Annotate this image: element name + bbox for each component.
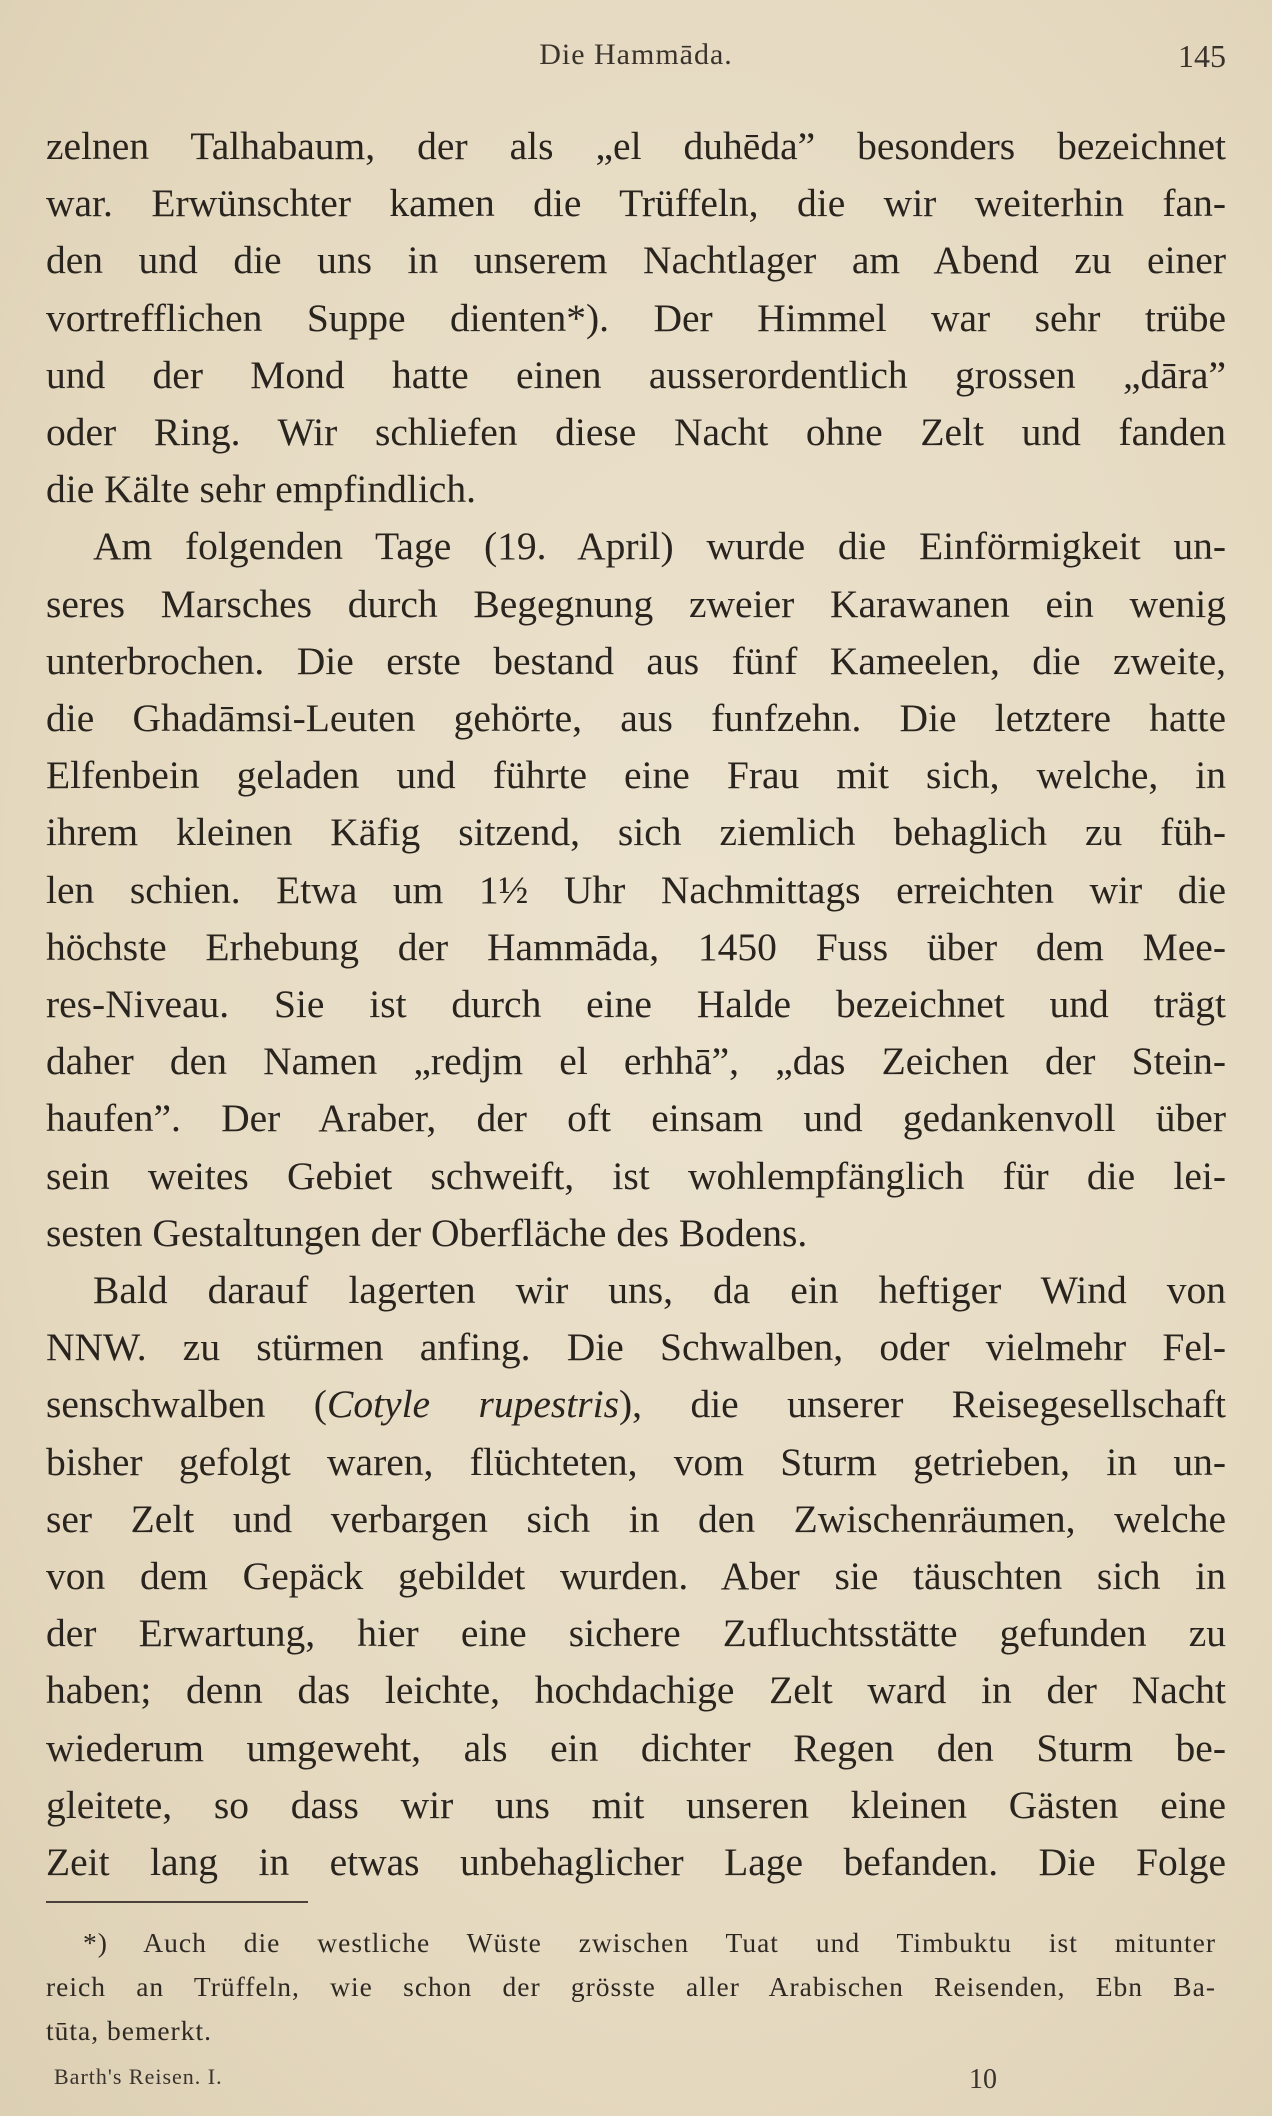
text-line: NNW. zu stürmen anfing. Die Schwalben, oder vielmehr Fel-	[46, 1325, 1226, 1370]
text-line: sein weites Gebiet schweift, ist wohlempfänglich für die lei-	[46, 1153, 1226, 1198]
text-line: unterbrochen. Die erste bestand aus fünf Kameelen, die zweite,	[46, 638, 1226, 683]
text-line: Zeit lang in etwas unbehaglicher Lage befanden. Die Folge	[46, 1840, 1226, 1885]
text-line: die Kälte sehr empfindlich.	[46, 467, 476, 512]
text-line	[46, 1376, 1226, 1433]
text-line: der Erwartung, hier eine sichere Zufluchtsstätte gefunden zu	[46, 1611, 1226, 1656]
text-line: daher den Namen „redjm el erhhā”, „das Zeichen der Stein-	[46, 1039, 1226, 1084]
text-line: Bald darauf lagerten wir uns, da ein heftiger Wind von	[93, 1268, 1226, 1313]
text-line: ser Zelt und verbargen sich in den Zwischenräumen, welche	[46, 1496, 1226, 1541]
text-line: höchste Erhebung der Hammāda, 1450 Fuss über dem Mee-	[46, 924, 1226, 969]
text-fragment: senschwalben (	[46, 1382, 327, 1427]
page-number: 145	[1178, 38, 1226, 74]
text-line: zelnen Talhabaum, der als „el duhēda” besonders bezeichnet	[46, 124, 1226, 168]
text-line: haufen”. Der Araber, der oft einsam und gedankenvoll über	[46, 1096, 1226, 1141]
text-line: sesten Gestaltungen der Oberfläche des Bodens.	[46, 1210, 808, 1255]
text-line: len schien. Etwa um 1½ Uhr Nachmittags erreichten wir die	[46, 867, 1226, 912]
page-footer	[54, 2064, 1204, 2104]
text-line: seres Marsches durch Begegnung zweier Karawanen ein wenig	[46, 581, 1226, 626]
text-line: ihrem kleinen Käfig sitzend, sich ziemlich behaglich zu füh-	[46, 810, 1226, 855]
text-line: gleitete, so dass wir uns mit unseren kleinen Gästen eine	[46, 1782, 1226, 1827]
printer-signature: Barth's Reisen. I.	[54, 2064, 223, 2089]
text-line: Elfenbein geladen und führte eine Frau mit sich, welche, in	[46, 753, 1226, 798]
text-line: oder Ring. Wir schliefen diese Nacht ohne Zelt und fanden	[46, 410, 1226, 455]
text-line: wiederum umgeweht, als ein dichter Regen den Sturm be-	[46, 1725, 1226, 1770]
footnote-line: reich an Trüffeln, wie schon der grösste aller Arabischen Reisenden, Ebn Ba-	[46, 1971, 1216, 2002]
species-name: Cotyle rupestris	[326, 1382, 619, 1427]
text-line: den und die uns in unserem Nachtlager am Abend zu einer	[46, 238, 1226, 283]
text-line: Am folgenden Tage (19. April) wurde die Einförmigkeit un-	[93, 524, 1226, 569]
text-fragment: ), die unserer Reisegesellschaft	[618, 1382, 1227, 1427]
running-title: Die Hammāda.	[539, 38, 733, 71]
text-line: und der Mond hatte einen ausserordentlich grossen „dāra”	[46, 352, 1226, 397]
text-line: haben; denn das leichte, hochdachige Zelt ward in der Nacht	[46, 1668, 1226, 1713]
footnote-line: *) Auch die westliche Wüste zwischen Tuat und Timbuktu ist mitunter	[83, 1927, 1216, 1958]
text-line: von dem Gepäck gebildet wurden. Aber sie täuschten sich in	[46, 1554, 1226, 1599]
footnote-divider	[46, 1901, 308, 1903]
running-head	[46, 38, 1226, 88]
text-line: war. Erwünschter kamen die Trüffeln, die wir weiterhin fan-	[46, 181, 1226, 226]
text-line: die Ghadāmsi-Leuten gehörte, aus funfzehn. Die letztere hatte	[46, 696, 1226, 741]
footnote-line: tūta, bemerkt.	[46, 2015, 212, 2046]
text-line: bisher gefolgt waren, flüchteten, vom Sturm getrieben, in un-	[46, 1439, 1226, 1484]
footnote	[46, 1921, 1216, 2053]
main-text	[46, 118, 1226, 1891]
text-line: vortrefflichen Suppe dienten*). Der Himmel war sehr trübe	[46, 295, 1226, 340]
text-line: res-Niveau. Sie ist durch eine Halde bezeichnet und trägt	[46, 982, 1226, 1027]
sheet-number: 10	[969, 2064, 997, 2095]
